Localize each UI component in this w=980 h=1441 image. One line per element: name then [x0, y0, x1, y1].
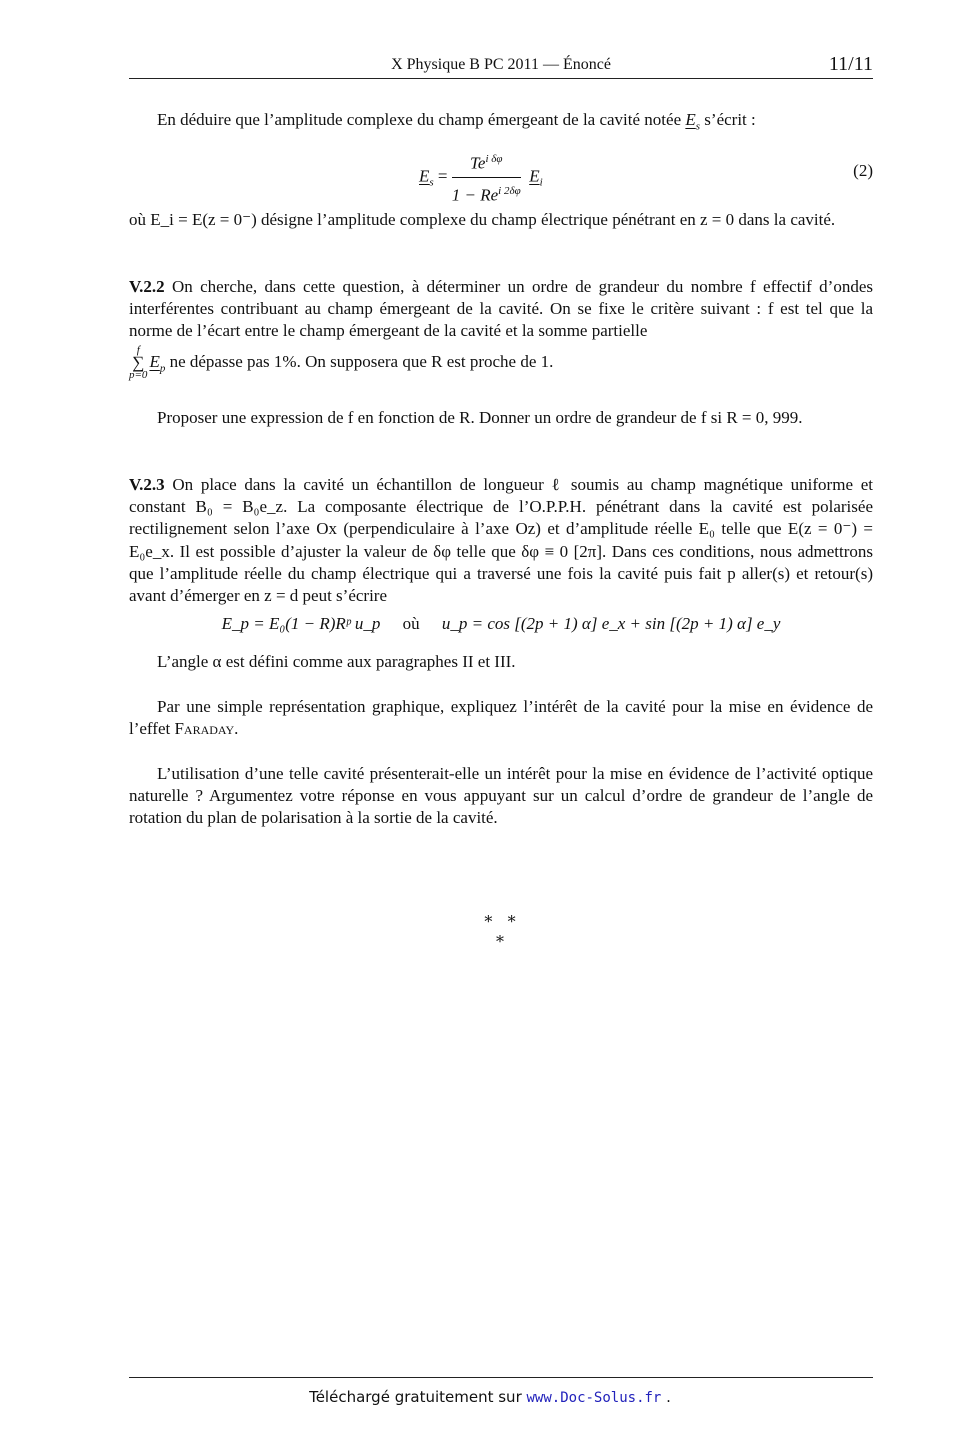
footer-link[interactable]: www.Doc-Solus.fr	[526, 1390, 662, 1406]
faraday-text: Par une simple représentation graphique, expliquez l’intérêt de la cavité pour la mise en évidence de l’effet	[129, 697, 873, 739]
faraday-paragraph	[129, 696, 873, 740]
page-number: 11/11	[828, 53, 873, 75]
end-marker	[470, 912, 530, 952]
faraday-end: .	[234, 719, 239, 739]
eq-equals: =	[437, 166, 452, 186]
stars-row-1: * *	[484, 912, 516, 931]
eq-fraction	[452, 148, 521, 207]
sum-term-sub: p	[159, 361, 166, 374]
eq-numerator: Te	[469, 153, 486, 173]
question-label: V.2.3	[129, 475, 165, 494]
sum-bottom: p=0	[129, 368, 148, 381]
alpha-paragraph: L’angle α est défini comme aux paragraphes II et III.	[157, 652, 516, 671]
page-header	[129, 54, 873, 79]
eq-rhs-sub: i	[539, 176, 543, 189]
equation-number: (2)	[853, 161, 873, 180]
sum-top: f	[136, 343, 140, 356]
intro-text-end: s’écrit :	[700, 110, 756, 129]
question-v23	[129, 474, 873, 607]
question-text-end: ne dépasse pas 1%. On supposera que R est proche de 1.	[165, 351, 554, 371]
es-symbol: E	[685, 110, 696, 129]
eq-denominator: 1 − Re	[451, 185, 499, 205]
sum-symbol: f ∑ p=0	[129, 343, 148, 381]
footer-rule	[129, 1377, 873, 1378]
question-label: V.2.2	[129, 277, 165, 296]
footer-end: .	[661, 1388, 671, 1406]
intro-paragraph	[129, 109, 873, 138]
ep-equation: E_p = E₀(1 − R)Rᵖ u_p	[221, 614, 381, 633]
up-equation: u_p = cos [(2p + 1) α] e_x + sin [(2p + 1) α] e_y	[441, 614, 781, 633]
header-title: X Physique B PC 2011 — Énoncé	[391, 56, 611, 73]
optical-activity-paragraph: L’utilisation d’une telle cavité présenterait-elle un intérêt pour la mise en évidence de l’activité optique naturelle ? Argumentez votre réponse en vous appuyant sur un calcul d’ordre de grandeur de l’angle de rotation du plan de polarisation à la sortie de la cavité.	[129, 764, 873, 828]
sum-term: E	[149, 351, 160, 371]
eq-den-sup: i 2δφ	[498, 184, 521, 197]
eq-lhs: E	[419, 166, 430, 186]
es-sub: s	[695, 120, 701, 133]
after-equation-paragraph: où E_i = E(z = 0⁻) désigne l’amplitude complexe du champ électrique pénétrant en z = 0 dans la cavité.	[129, 210, 836, 229]
equation-ep	[129, 613, 873, 635]
question-v22	[129, 276, 873, 381]
footer	[0, 1388, 980, 1406]
eq-lhs-sub: s	[429, 176, 434, 189]
eq-num-sup: i δφ	[485, 153, 503, 165]
intro-text: En déduire que l’amplitude complexe du champ émergeant de la cavité notée	[157, 110, 686, 129]
stars-row-2: *	[496, 932, 504, 951]
footer-text: Téléchargé gratuitement sur	[309, 1388, 527, 1406]
eq-rhs: E	[529, 166, 540, 186]
question-v22-para2: Proposer une expression de f en fonction de R. Donner un ordre de grandeur de f si R = 0, 999.	[157, 408, 803, 427]
equation-2	[129, 146, 873, 205]
eq-ou: où	[402, 614, 420, 633]
faraday-name: Faraday	[174, 719, 235, 739]
question-text: On cherche, dans cette question, à déterminer un ordre de grandeur du nombre f effectif d’ondes interférentes contribuant au champ émergeant de la cavité. On se fixe le critère suivant : f est tel que la norme de l’écart entre le champ émergeant de la cavité et la somme partielle	[129, 277, 873, 341]
question-text: On place dans la cavité un échantillon de longueur ℓ soumis au champ magnétique uniforme et constant B₀ = B₀e_z. La composante électrique de l’O.P.P.H. pénétrant dans la cavité est polarisée rectilignement selon l’axe Ox (perpendiculaire à l’axe Oz) et d’amplitude réelle E₀ telle que E(z = 0⁻) = E₀e_x. Il est possible d’ajuster la valeur de δφ telle que δφ ≡ 0 [2π]. Dans ces conditions, nous admettrons que l’amplitude réelle du champ électrique qui a traversé une fois la cavité puis fait p aller(s) et retour(s) avant d’émerger en z = d peut s’écrire	[129, 475, 873, 606]
